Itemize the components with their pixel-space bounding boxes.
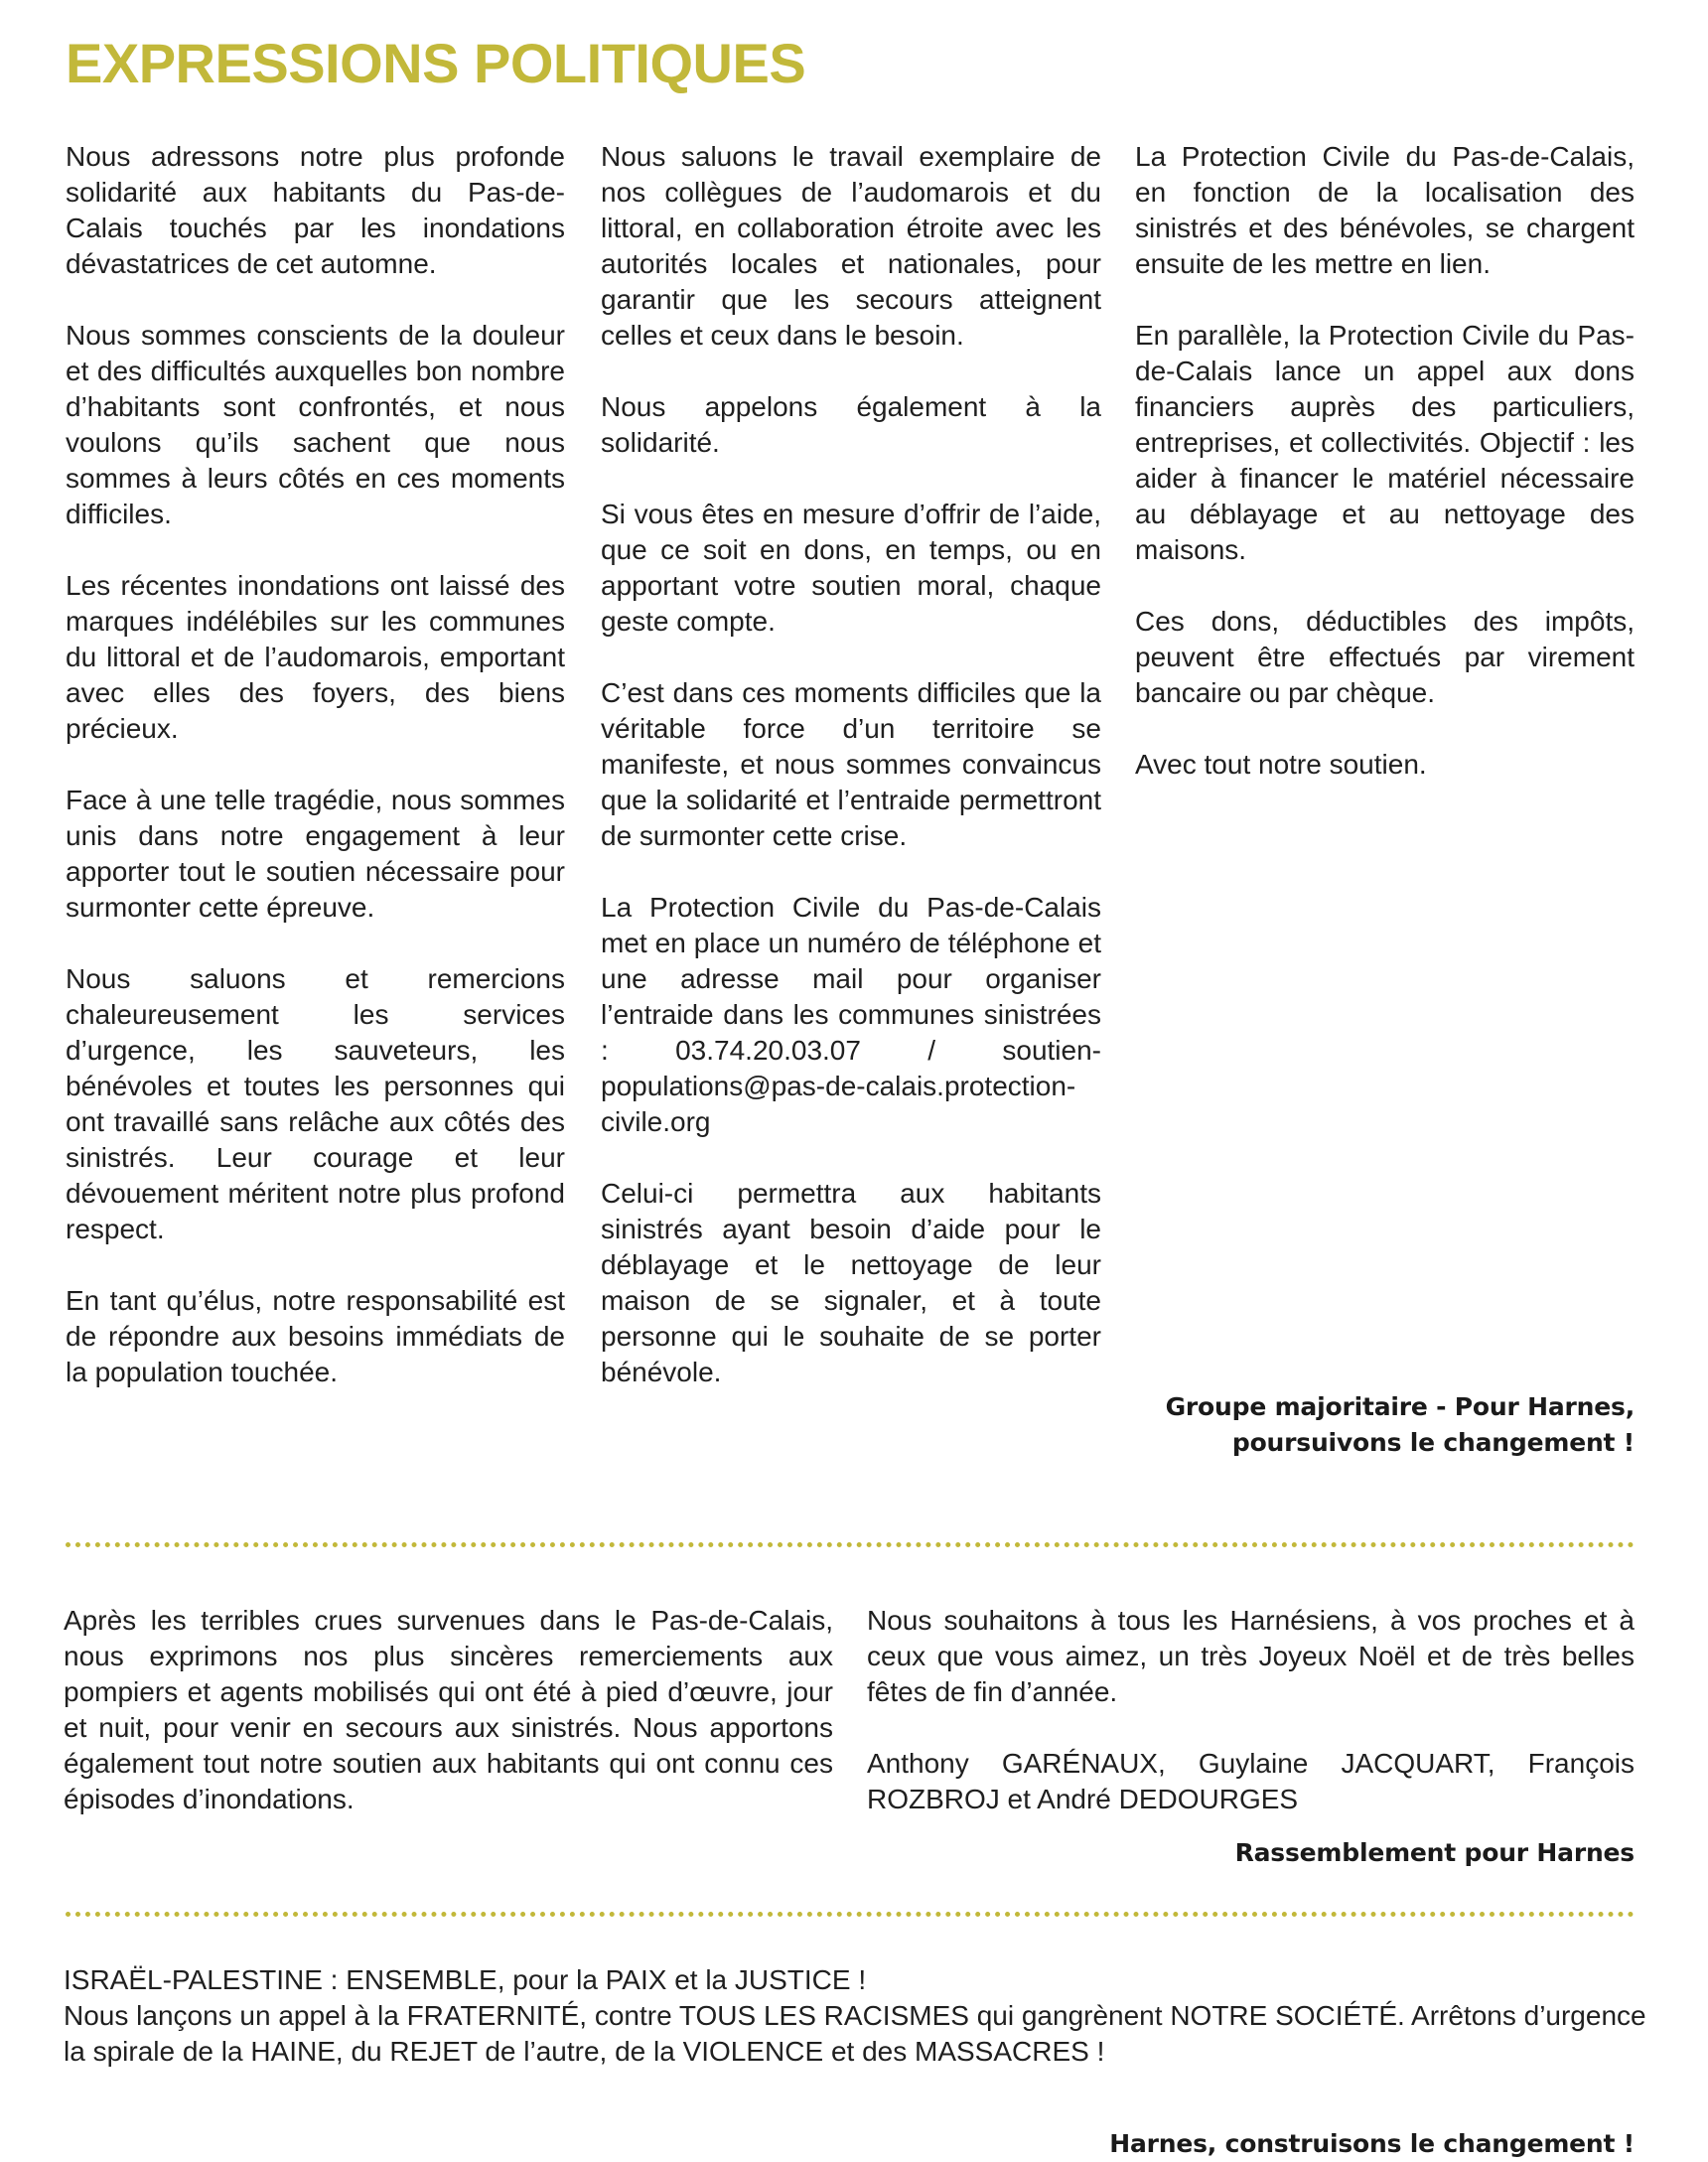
- paragraph: Nous saluons le travail exemplaire de nos collègues de l’audomarois et du littoral, en collaboration étroite avec les autorités locales et nationales, pour garantir que les secours atteignent celles et ceux dans le besoin.: [601, 141, 1101, 351]
- contact-paragraph: La Protection Civile du Pas-de-Calais met en place un numéro de téléphone et une adresse mail pour organiser l’entraide dans les communes sinistrées : 03.74.20.03.07 / soutien-populations@pas-de-calais.protection-civile.org: [601, 892, 1101, 1137]
- paragraph: Nous souhaitons à tous les Harnésiens, à vos proches et à ceux que vous aimez, un très Joyeux Noël et de très belles fêtes de fin d’année.: [867, 1605, 1635, 1707]
- statement-headline: ISRAËL-PALESTINE : ENSEMBLE, pour la PAIX et la JUSTICE !: [64, 1964, 867, 1995]
- paragraph: Ces dons, déductibles des impôts, peuvent être effectués par virement bancaire ou par chèque.: [1135, 606, 1635, 708]
- paragraph: Si vous êtes en mesure d’offrir de l’aide, que ce soit en dons, en temps, ou en apportant votre soutien moral, chaque geste compte.: [601, 499, 1101, 637]
- paragraph: Nous adressons notre plus profonde solidarité aux habitants du Pas-de-Calais touchés par les inondations dévastatrices de cet automne.: [66, 141, 565, 279]
- construisons-section: [64, 1962, 1652, 2070]
- paragraph: En parallèle, la Protection Civile du Pas-de-Calais lance un appel aux dons financiers auprès des particuliers, entreprises, et collectivités. Objectif : les aider à financer le matériel nécessaire au déblayage et au nettoyage des maisons.: [1135, 320, 1635, 565]
- signature-line: Harnes, construisons le changement !: [1109, 2129, 1635, 2158]
- paragraph: La Protection Civile du Pas-de-Calais, en fonction de la localisation des sinistrés et des bénévoles, se chargent ensuite de les mettre en lien.: [1135, 141, 1635, 279]
- majority-signature: [1166, 1389, 1635, 1461]
- rassemblement-signature: [1235, 1835, 1635, 1871]
- paragraph: Nous sommes conscients de la douleur et des difficultés auxquelles bon nombre d’habitants sont confrontés, et nous voulons qu’ils sachent que nous sommes à leurs côtés en ces moments difficiles.: [66, 320, 565, 529]
- paragraph: Celui-ci permettra aux habitants sinistrés ayant besoin d’aide pour le déblayage et le nettoyage de leur maison de se signaler, et à toute personne qui le souhaite de se porter bénévole.: [601, 1178, 1101, 1387]
- rassemblement-column-1: [64, 1603, 833, 1817]
- majority-column-1: [66, 139, 565, 1390]
- signatories: Anthony GARÉNAUX, Guylaine JACQUART, François ROZBROJ et André DEDOURGES: [867, 1748, 1635, 1814]
- paragraph: En tant qu’élus, notre responsabilité est de répondre aux besoins immédiats de la population touchée.: [66, 1285, 565, 1387]
- paragraph: Après les terribles crues survenues dans le Pas-de-Calais, nous exprimons nos plus sincères remerciements aux pompiers et agents mobilisés qui ont été à pied d’œuvre, jour et nuit, pour venir en secours aux sinistrés. Nous apportons également tout notre soutien aux habitants qui ont connu ces épisodes d’inondations.: [64, 1605, 833, 1814]
- paragraph: Les récentes inondations ont laissé des marques indélébiles sur les communes du littoral et de l’audomarois, emportant avec elles des foyers, des biens précieux.: [66, 570, 565, 744]
- majority-column-2: [601, 139, 1101, 1390]
- dotted-divider: [66, 1542, 1635, 1547]
- majority-column-3: [1135, 139, 1635, 783]
- paragraph: C’est dans ces moments difficiles que la véritable force d’un territoire se manifeste, et nous sommes convaincus que la solidarité et l’entraide permettront de surmonter cette crise.: [601, 677, 1101, 851]
- paragraph: Avec tout notre soutien.: [1135, 749, 1427, 780]
- signature-line: Groupe majoritaire - Pour Harnes,: [1165, 1392, 1635, 1421]
- rassemblement-column-2: [867, 1603, 1635, 1817]
- signature-line: poursuivons le changement !: [1231, 1428, 1635, 1457]
- paragraph: Nous saluons et remercions chaleureusement les services d’urgence, les sauveteurs, les bénévoles et toutes les personnes qui ont travaillé sans relâche aux côtés des sinistrés. Leur courage et leur dévouement méritent notre plus profond respect.: [66, 963, 565, 1244]
- signature-line: Rassemblement pour Harnes: [1234, 1838, 1635, 1867]
- page-title: EXPRESSIONS POLITIQUES: [66, 32, 806, 94]
- paragraph: Nous appelons également à la solidarité.: [601, 391, 1101, 458]
- statement-body: Nous lançons un appel à la FRATERNITÉ, contre TOUS LES RACISMES qui gangrènent NOTRE SOCIÉTÉ. Arrêtons d’urgence la spirale de la HAINE, du REJET de l’autre, de la VIOLENCE et des MASSACRES !: [64, 2000, 1646, 2067]
- dotted-divider: [66, 1912, 1635, 1917]
- paragraph: Face à une telle tragédie, nous sommes unis dans notre engagement à leur apporter tout le soutien nécessaire pour surmonter cette épreuve.: [66, 785, 565, 923]
- construisons-signature: [1109, 2126, 1635, 2162]
